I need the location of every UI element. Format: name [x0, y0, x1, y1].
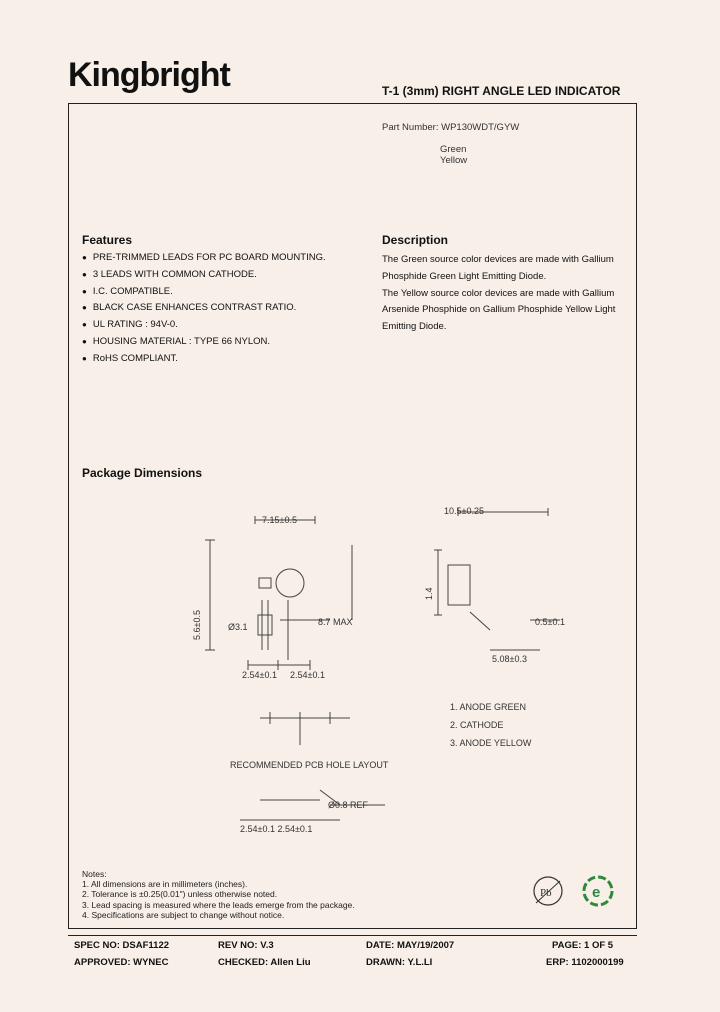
spec-no: SPEC NO: DSAF1122: [74, 940, 170, 951]
note-item: 1. All dimensions are in millimeters (inches).: [82, 879, 248, 890]
compliance-badges: [530, 873, 630, 913]
feature-item: ● 3 LEADS WITH COMMON CATHODE.: [82, 269, 326, 286]
note-item: 4. Specifications are subject to change without notice.: [82, 909, 285, 920]
feature-item: ● PRE-TRIMMED LEADS FOR PC BOARD MOUNTING.: [82, 252, 326, 269]
description-line: Arsenide Phosphide on Gallium Phosphide Yellow Light: [382, 304, 616, 316]
dim-lead: 0.5±0.1: [535, 617, 565, 627]
description-line: Emitting Diode.: [382, 321, 447, 333]
brand-logo: Kingbright: [68, 56, 230, 94]
notes-title: Notes:: [82, 869, 107, 879]
dim-left: 5.6±0.5: [192, 610, 202, 640]
pcb-pitch: 2.54±0.1 2.54±0.1: [240, 824, 313, 834]
page-number: PAGE: 1 OF 5: [552, 940, 614, 951]
eco-text: e: [592, 884, 601, 901]
pin-3-label: 3. ANODE YELLOW: [450, 738, 532, 748]
color-green: Green: [440, 144, 467, 155]
drawn-by: DRAWN: Y.L.LI: [366, 957, 433, 968]
description-heading: Description: [382, 233, 449, 247]
dim-max: 8.7 MAX: [318, 617, 353, 627]
dim-top-right: 10.5±0.25: [444, 506, 484, 516]
features-heading: Features: [82, 233, 133, 247]
note-item: 3. Lead spacing is measured where the leads emerge from the package.: [82, 899, 355, 910]
dim-pitch-b: 2.54±0.1: [290, 670, 325, 680]
checked-by: CHECKED: Allen Liu: [218, 957, 311, 968]
package-heading: Package Dimensions: [82, 466, 203, 480]
dim-body: Ø3.1: [228, 622, 248, 632]
feature-item: ● RoHS COMPLIANT.: [82, 353, 326, 370]
rev-no: REV NO: V.3: [218, 940, 274, 951]
document-title: T-1 (3mm) RIGHT ANGLE LED INDICATOR: [382, 84, 621, 98]
dim-pitch-a: 2.54±0.1: [242, 670, 277, 680]
description-line: The Yellow source color devices are made with Gallium: [382, 287, 615, 299]
part-number: Part Number: WP130WDT/GYW: [382, 122, 520, 133]
description-line: The Green source color devices are made with Gallium: [382, 254, 614, 265]
feature-item: ● BLACK CASE ENHANCES CONTRAST RATIO.: [82, 302, 326, 319]
date: DATE: MAY/19/2007: [366, 940, 455, 951]
footer-divider: [68, 935, 637, 936]
pb-text: Pb: [540, 887, 552, 899]
pb-free-icon: [534, 877, 562, 905]
dim-right-small: 1.4: [424, 587, 434, 600]
pin-2-label: 2. CATHODE: [450, 720, 504, 730]
approved-by: APPROVED: WYNEC: [74, 957, 169, 968]
feature-item: ● UL RATING : 94V-0.: [82, 319, 326, 336]
dim-bottom: 5.08±0.3: [492, 654, 527, 664]
pcb-hole: Ø0.8 REF: [328, 800, 369, 810]
eco-icon: [584, 877, 612, 905]
description-line: Phosphide Green Light Emitting Diode.: [382, 270, 547, 282]
feature-item: ● HOUSING MATERIAL : TYPE 66 NYLON.: [82, 336, 326, 353]
pcb-title: RECOMMENDED PCB HOLE LAYOUT: [230, 760, 389, 770]
note-item: 2. Tolerance is ±0.25(0.01") unless otherwise noted.: [82, 889, 278, 900]
dim-top: 7.15±0.5: [262, 515, 297, 525]
color-yellow: Yellow: [440, 155, 468, 166]
notes: [82, 869, 355, 920]
erp-number: ERP: 1102000199: [546, 957, 624, 968]
pin-1-label: 1. ANODE GREEN: [450, 702, 527, 712]
feature-item: ● I.C. COMPATIBLE.: [82, 286, 326, 303]
